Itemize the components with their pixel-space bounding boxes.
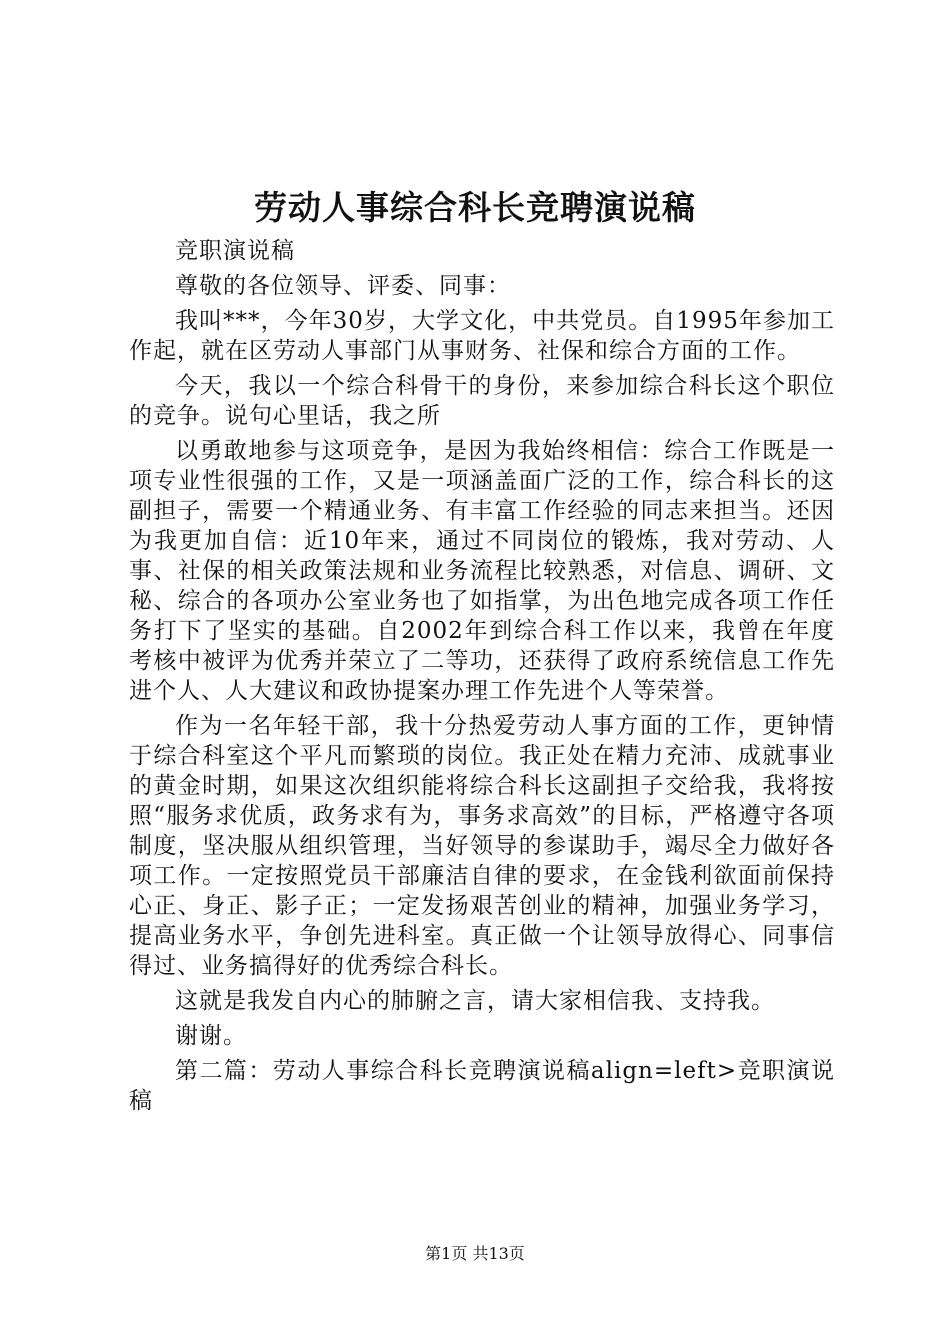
paragraph-commitment: 作为一名年轻干部，我十分热爱劳动人事方面的工作，更钟情于综合科室这个平凡而繁琐的岗位。我正处在精力充沛、成就事业的黄金时期，如果这次组织能将综合科长这副担子交给我，我将按照“服务求优质，政务求有为，事务求高效”的目标，严格遵守各项制度，坚决服从组织管理，当好领导的参谋助手，竭尽全力做好各项工作。一定按照党员干部廉洁自律的要求，在金钱利欲面前保持心正、身正、影子正；一定发扬艰苦创业的精神，加强业务学习，提高业务水平，争创先进科室。真正做一个让领导放得心、同事信得过、业务搞得好的优秀综合科长。 (129, 713, 835, 979)
document-title: 劳动人事综合科长竞聘演说稿 (254, 188, 696, 227)
paragraph-salutation: 尊敬的各位领导、评委、同事： (175, 273, 511, 299)
paragraph-closing: 这就是我发自内心的肺腑之言，请大家相信我、支持我。 (175, 988, 775, 1014)
page-number-footer: 第1页 共13页 (425, 1244, 525, 1263)
paragraph-qualifications: 以勇敢地参与这项竞争，是因为我始终相信：综合工作既是一项专业性很强的工作，又是一项涵盖面广泛的工作，综合科长的这副担子，需要一个精通业务、有丰富工作经验的同志来担当。还因为我更加自信：近10年来，通过不同岗位的锻炼，我对劳动、人事、社保的相关政策法规和业务流程比较熟悉，对信息、调研、文秘、综合的各项办公室业务也了如指掌，为出色地完成各项工作任务打下了坚实的基础。自2002年到综合科工作以来，我曾在年度考核中被评为优秀并荣立了二等功，还获得了政府系统信息工作先进个人、人大建议和政协提案办理工作先进个人等荣誉。 (129, 438, 835, 704)
paragraph-intro: 我叫***，今年30岁，大学文化，中共党员。自1995年参加工作起，就在区劳动人事部门从事财务、社保和综合方面的工作。 (129, 308, 835, 364)
paragraph-thanks: 谢谢。 (175, 1023, 247, 1049)
paragraph-second-part: 第二篇：劳动人事综合科长竞聘演说稿align=left>竞职演说稿 (129, 1058, 835, 1114)
paragraph-heading: 竞职演说稿 (175, 238, 295, 264)
paragraph-motivation: 今天，我以一个综合科骨干的身份，来参加综合科长这个职位的竞争。说句心里话，我之所 (129, 373, 835, 429)
document-body (129, 236, 835, 1121)
